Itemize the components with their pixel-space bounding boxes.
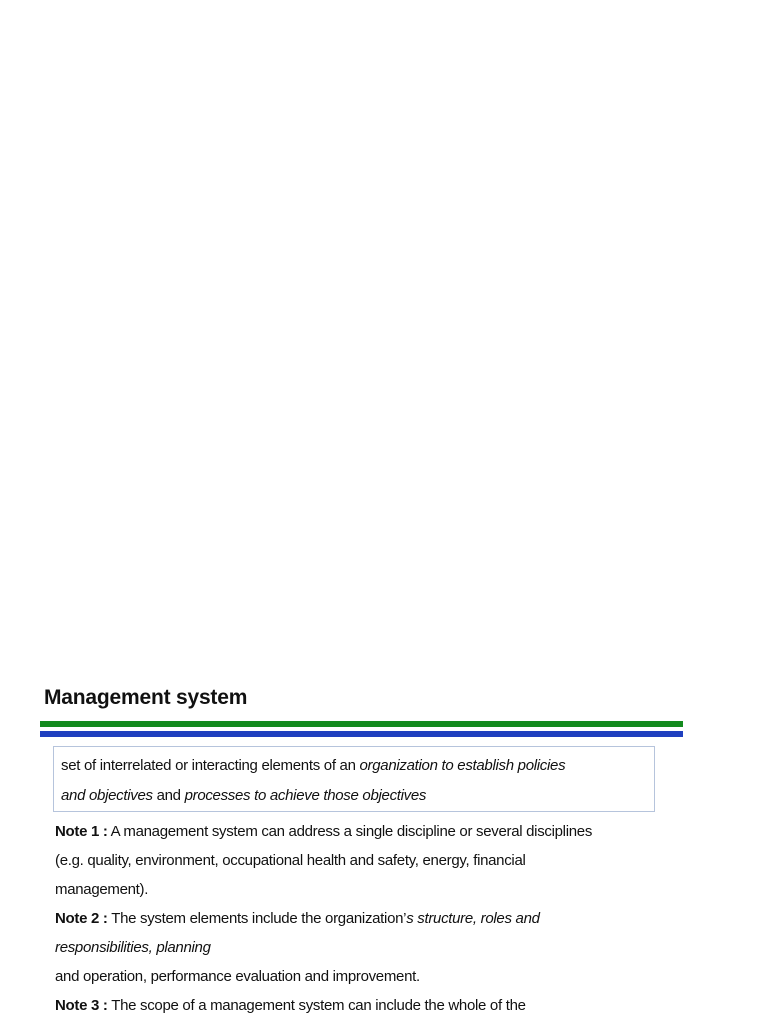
note-3-label: Note 3 : bbox=[55, 997, 108, 1014]
blue-divider bbox=[40, 731, 683, 737]
note-3-line-1 bbox=[55, 991, 695, 1020]
definition-emphasis: organization to establish policies bbox=[359, 757, 566, 774]
note-2-line-1 bbox=[55, 904, 695, 933]
note-1-line-3: management). bbox=[55, 881, 149, 898]
definition-emphasis: and objectives bbox=[61, 787, 153, 804]
note-1-line-1 bbox=[55, 817, 695, 846]
definition-text: and bbox=[152, 787, 185, 804]
note-1-label: Note 1 : bbox=[55, 823, 108, 840]
note-1-line-2: (e.g. quality, environment, occupational health and safety, energy, financial bbox=[55, 852, 526, 869]
definition-text: set of interrelated or interacting elements of an bbox=[61, 757, 360, 774]
note-2-label: Note 2 : bbox=[55, 910, 108, 927]
notes-block bbox=[55, 817, 695, 1020]
note-3-text: The scope of a management system can include the whole of the bbox=[107, 997, 526, 1014]
definition-line-2 bbox=[61, 781, 647, 811]
note-2-text: The system elements include the organization’ bbox=[107, 910, 407, 927]
note-2-line-2: responsibilities, planning bbox=[55, 939, 211, 956]
note-2-line-3: and operation, performance evaluation and improvement. bbox=[55, 968, 420, 985]
note-2-emphasis: s structure, roles and bbox=[406, 910, 540, 927]
note-1-text: A management system can address a single discipline or several disciplines bbox=[107, 823, 593, 840]
slide-title: Management system bbox=[44, 686, 248, 709]
definition-emphasis: processes to achieve those objectives bbox=[184, 787, 427, 804]
green-divider bbox=[40, 721, 683, 727]
definition-line-1 bbox=[61, 751, 647, 781]
definition-box bbox=[53, 746, 655, 812]
